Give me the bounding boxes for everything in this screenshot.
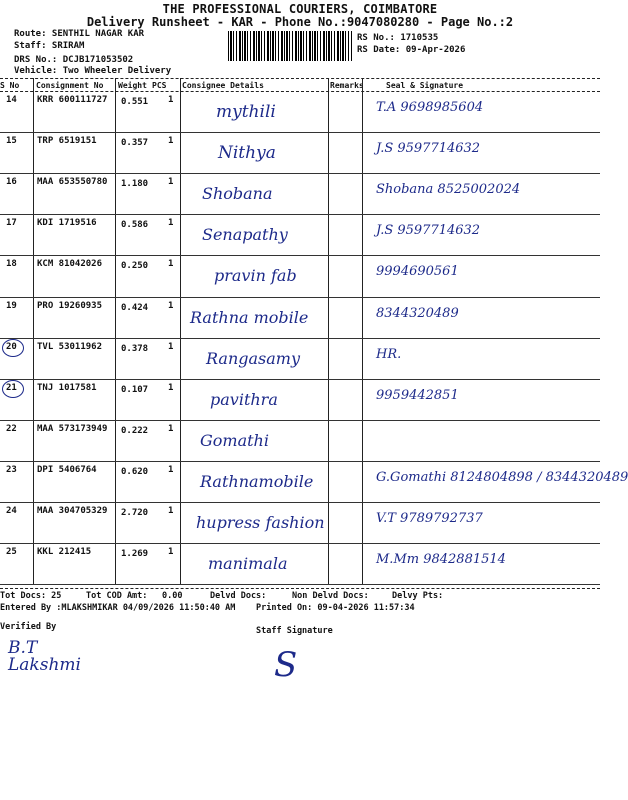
row-weight: 0.107	[121, 384, 149, 395]
col-consignee: Consignee Details	[182, 81, 264, 90]
col-divider	[362, 78, 363, 585]
rs-date: RS Date: 09-Apr-2026	[357, 45, 466, 55]
rs-number: RS No.: 1710535	[357, 33, 439, 43]
row-weight: 0.378	[121, 343, 149, 354]
seal-signature: T.A 9698985604	[376, 100, 484, 115]
row-divider	[0, 543, 600, 544]
staff-signature-label: Staff Signature	[256, 626, 333, 636]
verifier-signature: B.T Lakshmi	[8, 638, 81, 675]
row-weight: 0.586	[121, 220, 149, 231]
col-divider	[33, 78, 34, 585]
consignee-handwriting: pavithra	[210, 389, 278, 409]
row-consignment: PRO 19260935	[37, 300, 103, 311]
row-weight: 0.222	[121, 425, 149, 436]
row-sno: 22	[6, 423, 17, 434]
row-pcs: 1	[168, 382, 174, 393]
row-consignment: KKL 212415	[37, 547, 92, 558]
row-sno: 14	[6, 95, 17, 105]
row-pcs: 1	[168, 177, 174, 188]
header-divider	[0, 78, 600, 79]
consignee-handwriting: mythili	[216, 102, 276, 122]
verified-by-label: Verified By	[0, 622, 57, 632]
page-title: THE PROFESSIONAL COURIERS, COIMBATORE	[162, 2, 438, 16]
delivery-points: Delvy Pts:	[392, 591, 444, 601]
col-divider	[115, 78, 116, 585]
row-weight: 1.180	[121, 179, 149, 190]
seal-signature: V.T 9789792737	[376, 511, 483, 526]
row-sno: 17	[6, 218, 17, 229]
row-pcs: 1	[168, 341, 174, 352]
row-divider	[0, 214, 600, 215]
route-label: Route: SENTHIL NAGAR KAR	[14, 29, 145, 39]
row-consignment: TRP 6519151	[37, 136, 97, 147]
row-consignment: MAA 573173949	[37, 423, 108, 434]
row-sno: 15	[6, 136, 17, 147]
row-weight: 0.424	[121, 302, 149, 313]
consignee-handwriting: manimala	[208, 554, 288, 574]
row-consignment: KCM 81042026	[37, 259, 103, 270]
row-weight: 2.720	[121, 508, 149, 518]
total-cod-label: Tot COD Amt:	[86, 591, 148, 601]
entered-by: Entered By :MLAKSHMIKAR 04/09/2026 11:50:40 AM	[0, 603, 236, 613]
seal-signature: 8344320489	[376, 305, 459, 321]
seal-signature: 9959442851	[376, 387, 459, 403]
consignee-handwriting: Senapathy	[202, 225, 288, 245]
row-divider	[0, 502, 600, 503]
row-pcs: 1	[168, 423, 174, 434]
col-pcs: PCS	[152, 81, 167, 90]
row-pcs: 1	[168, 218, 174, 229]
printed-on: Printed On: 09-04-2026 11:57:34	[256, 603, 415, 613]
row-pcs: 1	[168, 259, 174, 270]
consignee-handwriting: Rathnamobile	[200, 471, 314, 491]
row-weight: 0.250	[121, 261, 149, 272]
vehicle-label: Vehicle: Two Wheeler Delivery	[14, 66, 172, 76]
row-consignment: MAA 653550780	[37, 177, 108, 188]
row-consignment: DPI 5406764	[37, 464, 97, 475]
row-consignment: TVL 53011962	[37, 341, 103, 352]
row-consignment: MAA 304705329	[37, 506, 108, 516]
row-divider	[0, 461, 600, 462]
seal-signature: G.Gomathi 8124804898 / 8344320489	[376, 469, 628, 485]
row-sno: 20	[6, 341, 17, 352]
header-underline	[0, 91, 600, 92]
page-subtitle: Delivery Runsheet - KAR - Phone No.:9047080280 - Page No.:2	[86, 15, 514, 29]
consignee-handwriting: Shobana	[202, 184, 273, 204]
row-weight: 1.269	[121, 549, 149, 560]
row-consignment: TNJ 1017581	[37, 382, 97, 393]
col-divider	[328, 78, 329, 585]
row-weight: 0.620	[121, 466, 149, 477]
row-sno: 16	[6, 177, 17, 188]
seal-signature: J.S 9597714632	[376, 141, 481, 157]
col-remarks: Remarks	[330, 81, 364, 90]
row-divider	[0, 379, 600, 380]
consignee-handwriting: Rangasamy	[206, 348, 300, 368]
circle-mark	[2, 339, 24, 357]
consignee-handwriting: Rathna mobile	[190, 307, 309, 327]
row-sno: 21	[6, 382, 17, 393]
consignee-handwriting: Gomathi	[200, 430, 269, 450]
delivered-docs: Delvd Docs:	[210, 591, 267, 601]
col-sno: S No	[0, 81, 20, 90]
seal-signature: Shobana 8525002024	[376, 182, 521, 198]
seal-signature: 9994690561	[376, 264, 459, 280]
row-weight: 0.551	[121, 97, 149, 107]
staff-label: Staff: SRIRAM	[14, 41, 85, 51]
col-divider	[180, 78, 181, 585]
drs-label: DRS No.: DCJB171053502	[14, 55, 134, 65]
staff-signature: S	[274, 645, 298, 685]
row-sno: 24	[6, 506, 17, 516]
row-pcs: 1	[168, 300, 174, 311]
circle-mark	[2, 380, 24, 398]
consignee-handwriting: pravin fab	[214, 266, 297, 286]
row-sno: 23	[6, 464, 17, 475]
row-sno: 25	[6, 547, 17, 558]
col-consignment: Consignment No	[36, 81, 104, 90]
non-delivered-docs: Non Delvd Docs:	[292, 591, 369, 601]
col-weight: Weight	[118, 81, 147, 90]
barcode	[228, 31, 352, 61]
row-sno: 19	[6, 300, 17, 311]
seal-signature: J.S 9597714632	[376, 223, 481, 239]
row-pcs: 1	[168, 464, 174, 475]
consignee-handwriting: hupress fashion	[196, 513, 325, 532]
total-docs: Tot Docs: 25	[0, 591, 62, 601]
row-divider	[0, 297, 600, 298]
row-consignment: KRR 600111727	[37, 95, 108, 105]
row-pcs: 1	[168, 506, 174, 516]
row-sno: 18	[6, 259, 17, 270]
row-divider	[0, 420, 600, 421]
row-divider	[0, 255, 600, 256]
row-pcs: 1	[168, 136, 174, 147]
seal-signature: HR.	[376, 346, 402, 362]
consignee-handwriting: Nithya	[218, 143, 276, 164]
row-divider	[0, 584, 600, 585]
row-consignment: KDI 1719516	[37, 218, 97, 229]
row-pcs: 1	[168, 547, 174, 558]
row-divider	[0, 173, 600, 174]
row-weight: 0.357	[121, 138, 149, 149]
row-divider	[0, 132, 600, 133]
row-pcs: 1	[168, 95, 174, 105]
footer-divider	[0, 588, 600, 589]
row-divider	[0, 338, 600, 339]
col-seal: Seal & Signature	[386, 81, 464, 90]
total-cod-value: 0.00	[162, 591, 183, 601]
seal-signature: M.Mm 9842881514	[376, 552, 506, 568]
